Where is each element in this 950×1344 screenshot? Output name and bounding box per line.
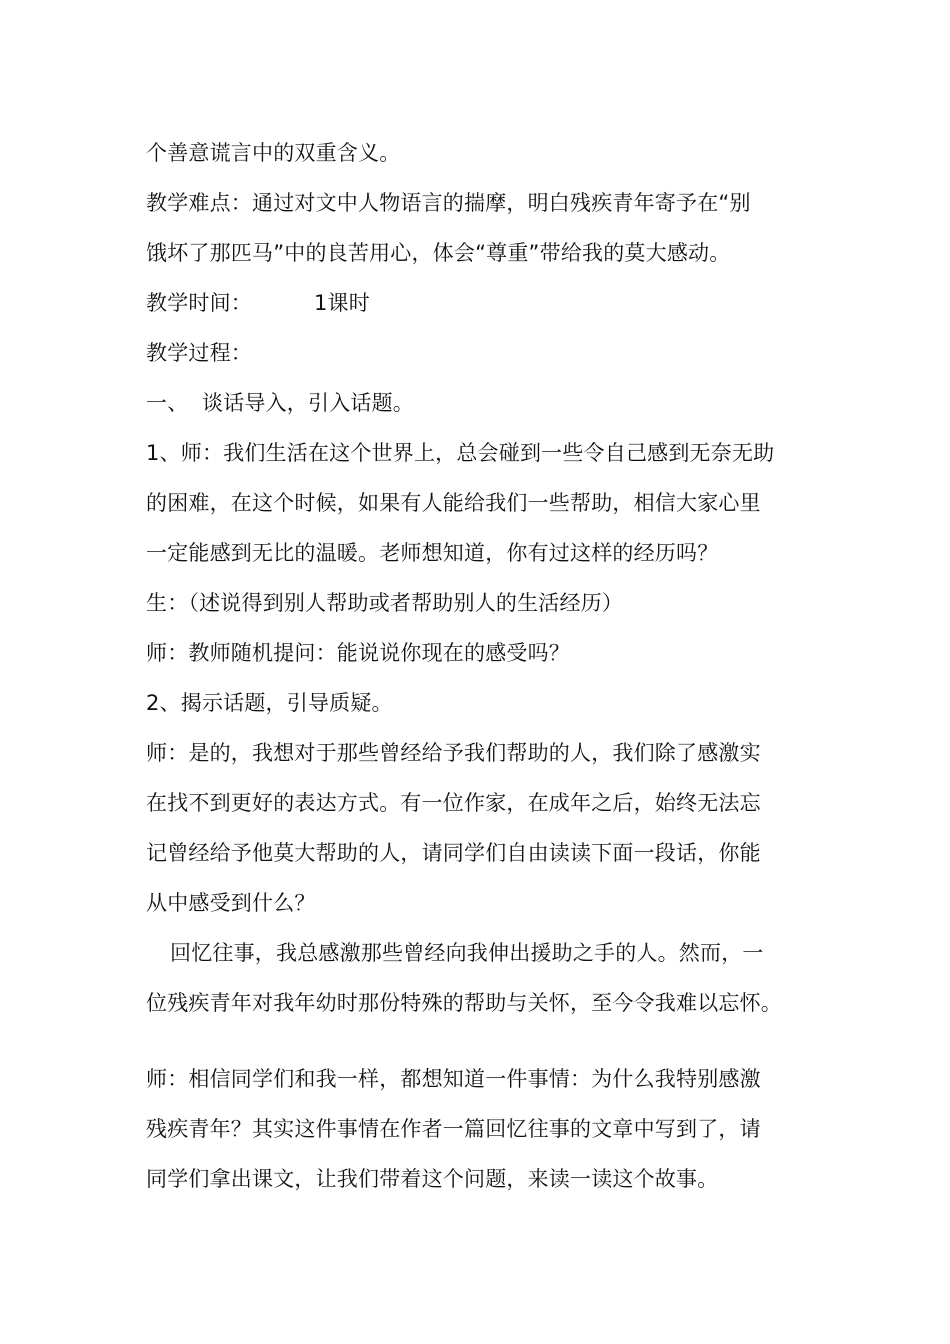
section-heading <box>146 378 826 428</box>
paragraph-line: 饿坏了那匹马”中的良苦用心，体会“尊重”带给我的莫大感动。 <box>146 241 731 265</box>
paragraph-line: 2、揭示话题，引导质疑。 <box>146 691 393 715</box>
teaching-time-label: 教学时间： <box>146 291 252 315</box>
paragraph-line: 残疾青年？其实这件事情在作者一篇回忆往事的文章中写到了，请 <box>146 1117 761 1141</box>
paragraph-line: 在找不到更好的表达方式。有一位作家，在成年之后，始终无法忘 <box>146 791 761 815</box>
paragraph-line: 师：是的，我想对于那些曾经给予我们帮助的人，我们除了感激实 <box>146 741 761 765</box>
paragraph-line: 师：教师随机提问：能说说你现在的感受吗？ <box>146 641 570 665</box>
teaching-process-label: 教学过程： <box>146 341 252 365</box>
paragraph-line: 从中感受到什么？ <box>146 891 316 915</box>
quote-line: 位残疾青年对我年幼时那份特殊的帮助与关怀，至今令我难以忘怀。 <box>146 991 782 1015</box>
section-number: 一、 <box>146 391 189 415</box>
paragraph-line: 的困难，在这个时候，如果有人能给我们一些帮助，相信大家心里 <box>146 491 761 515</box>
paragraph-line: 生：（述说得到别人帮助或者帮助别人的生活经历） <box>146 591 624 615</box>
teaching-time-line <box>146 278 826 328</box>
paragraph-line: 记曾经给予他莫大帮助的人，请同学们自由读读下面一段话，你能 <box>146 841 761 865</box>
paragraph-line: 一定能感到无比的温暖。老师想知道，你有过这样的经历吗？ <box>146 541 719 565</box>
paragraph-line: 教学难点：通过对文中人物语言的揣摩，明白残疾青年寄予在“别 <box>146 191 751 215</box>
document-body <box>146 128 826 1204</box>
paragraph-line: 1、师：我们生活在这个世界上，总会碰到一些令自己感到无奈无助 <box>146 441 775 465</box>
paragraph-line: 同学们拿出课文，让我们带着这个问题，来读一读这个故事。 <box>146 1167 719 1191</box>
section-title: 谈话导入，引入话题。 <box>202 391 414 415</box>
teaching-time-value: 1课时 <box>314 291 370 315</box>
quote-line: 回忆往事，我总感激那些曾经向我伸出援助之手的人。然而，一 <box>170 941 764 965</box>
paragraph-line: 个善意谎言中的双重含义。 <box>146 141 401 165</box>
paragraph-line: 师：相信同学们和我一样，都想知道一件事情：为什么我特别感激 <box>146 1067 761 1091</box>
